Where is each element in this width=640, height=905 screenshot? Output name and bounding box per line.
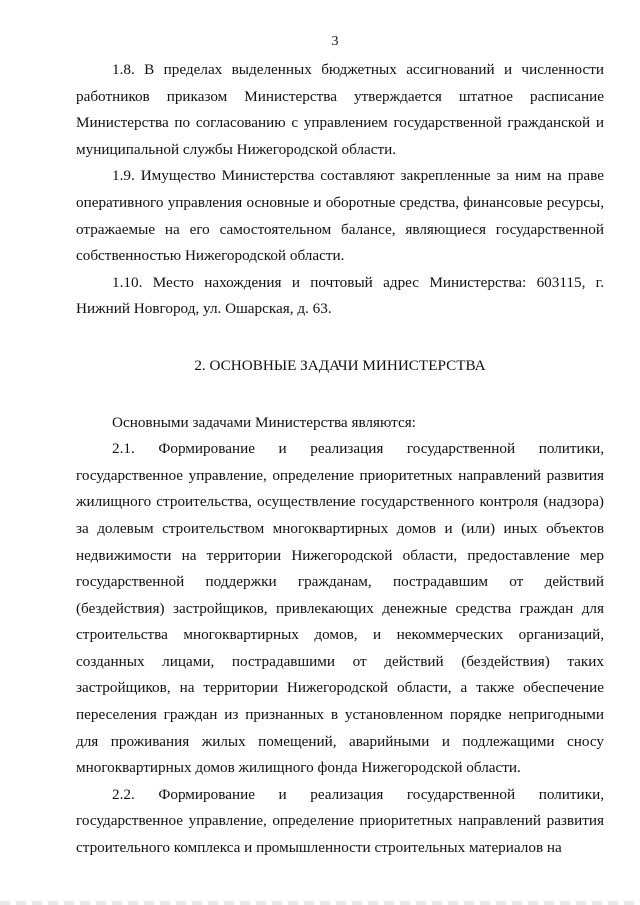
spacer	[76, 323, 604, 353]
page-bottom-edge	[0, 901, 640, 905]
paragraph-2-2: 2.2. Формирование и реализация государственной политики, государственное управление, определение приоритетных направлений развития строительного комплекса и промышленности строительных материалов на	[76, 785, 604, 857]
section-heading: 2. ОСНОВНЫЕ ЗАДАЧИ МИНИСТЕРСТВА	[194, 356, 486, 374]
spacer	[76, 380, 604, 410]
document-body	[76, 57, 604, 862]
section-intro: Основными задачами Министерства являются:	[112, 413, 416, 431]
paragraph-1-9: 1.9. Имущество Министерства составляют закрепленные за ним на праве оперативного управления основные и оборотные средства, финансовые ресурсы, отражаемые на его самостоятельном балансе, являющиеся государственной собственностью Нижегородской области.	[76, 167, 604, 265]
paragraph-1-8: 1.8. В пределах выделенных бюджетных ассигнований и численности работников приказом Министерства утверждается штатное расписание Министерства по согласованию с управлением государственной гражданской и муниципальной службы Нижегородской области.	[76, 61, 604, 158]
page-number: 3	[331, 34, 339, 49]
paragraph-1-10: 1.10. Место нахождения и почтовый адрес Министерства: 603115, г. Нижний Новгород, ул. Ошарская, д. 63.	[76, 273, 604, 318]
paragraph-2-1: 2.1. Формирование и реализация государственной политики, государственное управление, определение приоритетных направлений развития жилищного строительства, осуществление государственного контроля (надзора) за долевым строительством многоквартирных домов и (или) иных объектов недвижимости на территории Нижегородской области, предоставление мер государственной поддержки гражданам, пострадавшим от действий (бездействия) застройщиков, привлекающих денежные средства граждан для строительства многоквартирных домов, и некоммерческих организаций, созданных лицами, пострадавшими от действий (бездействия) таких застройщиков, на территории Нижегородской области, а также обеспечение переселения граждан из признанных в установленном порядке непригодными для проживания жилых помещений, аварийными и подлежащими сносу многоквартирных домов жилищного фонда Нижегородской области.	[76, 440, 604, 777]
